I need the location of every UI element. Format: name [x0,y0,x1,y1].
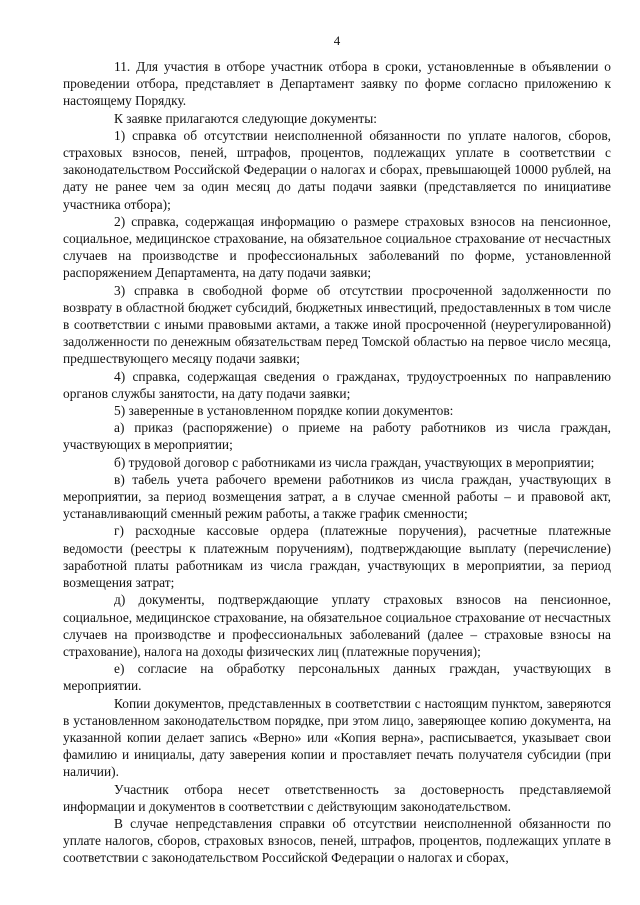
paragraph-subitem-g: г) расходные кассовые ордера (платежные поручения), расчетные платежные ведомости (реестры к платежным поручениям), подтверждающие выплату (перечисление) заработной платы работникам из числа граждан, участвующих в мероприятии, за период возмещения затрат; [63,523,611,591]
paragraph-11-intro: 11. Для участия в отборе участник отбора в сроки, установленные в объявлении о проведении отбора, представляет в Департамент заявку по форме согласно приложению к настоящему Порядку. [63,59,611,109]
paragraph-documents-list-intro: К заявке прилагаются следующие документы: [114,110,378,126]
document-body [63,58,611,867]
paragraph-non-submission: В случае непредставления справки об отсутствии неисполненной обязанности по уплате налогов, сборов, страховых взносов, пеней, штрафов, процентов, подлежащих уплате в соответствии с законодательством Российской Федерации о налогах и сборах, [63,815,611,866]
paragraph-item-4: 4) справка, содержащая сведения о гражданах, трудоустроенных по направлению органов службы занятости, на дату подачи заявки; [63,368,611,401]
paragraph-item-5: 5) заверенные в установленном порядке копии документов: [114,403,454,419]
paragraph-subitem-d: д) документы, подтверждающие уплату страховых взносов на пенсионное, социальное, медицинское страхование, на обязательное социальное страхование от несчастных случаев на производстве и профессиональных заболеваний (далее – страховые взносы на страхование), налога на доходы физических лиц (платежные поручения); [63,592,611,659]
paragraph-subitem-b: б) трудовой договор с работниками из числа граждан, участвующих в мероприятии; [114,454,595,470]
paragraph-item-3: 3) справка в свободной форме об отсутствии просроченной задолженности по возврату в областной бюджет субсидий, бюджетных инвестиций, предоставленных в том числе в соответствии с иными правовыми актами, а также иной просроченной (неурегулированной) задолженности по денежным обязательствам перед Томской областью на первое число месяца, предшествующего месяцу подачи заявки; [63,282,611,367]
paragraph-subitem-a: а) приказ (распоряжение) о приеме на работу работников из числа граждан, участвующих в мероприятии; [63,420,611,453]
page-number: 4 [333,33,341,48]
paragraph-item-2: 2) справка, содержащая информацию о размере страховых взносов на пенсионное, социальное, медицинское страхование, на обязательное социальное страхование от несчастных случаев на производстве и профессиональных заболеваний по форме, установленной распоряжением Департамента, на дату подачи заявки; [63,213,611,281]
paragraph-subitem-e: е) согласие на обработку персональных данных граждан, участвующих в мероприятии. [63,661,611,694]
paragraph-copies-certification: Копии документов, представленных в соответствии с настоящим пунктом, заверяются в установленном законодательством порядке, при этом лицо, заверяющее копию документа, на указанной копии делает запись «Верно» или «Копия верна», расписывается, указывает свои фамилию и инициалы, дату заверения копии и проставляет печать получателя субсидии (при наличии). [63,695,611,780]
paragraph-subitem-v: в) табель учета рабочего времени работников из числа граждан, участвующих в мероприятии, за период возмещения затрат, а в случае сменной работы – и правовой акт, устанавливающий сменный режим работы, а также график сменности; [63,471,611,522]
paragraph-item-1: 1) справка об отсутствии неисполненной обязанности по уплате налогов, сборов, страховых взносов, пеней, штрафов, процентов, подлежащих уплате в соответствии с законодательством Российской Федерации о налогах и сборах, превышающей 10000 рублей, на дату не ранее чем за один месяц до даты подачи заявки (представляется по инициативе участника отбора); [63,127,611,212]
paragraph-responsibility: Участник отбора несет ответственность за достоверность представляемой информации и документов в соответствии с действующим законодательством. [63,781,611,814]
